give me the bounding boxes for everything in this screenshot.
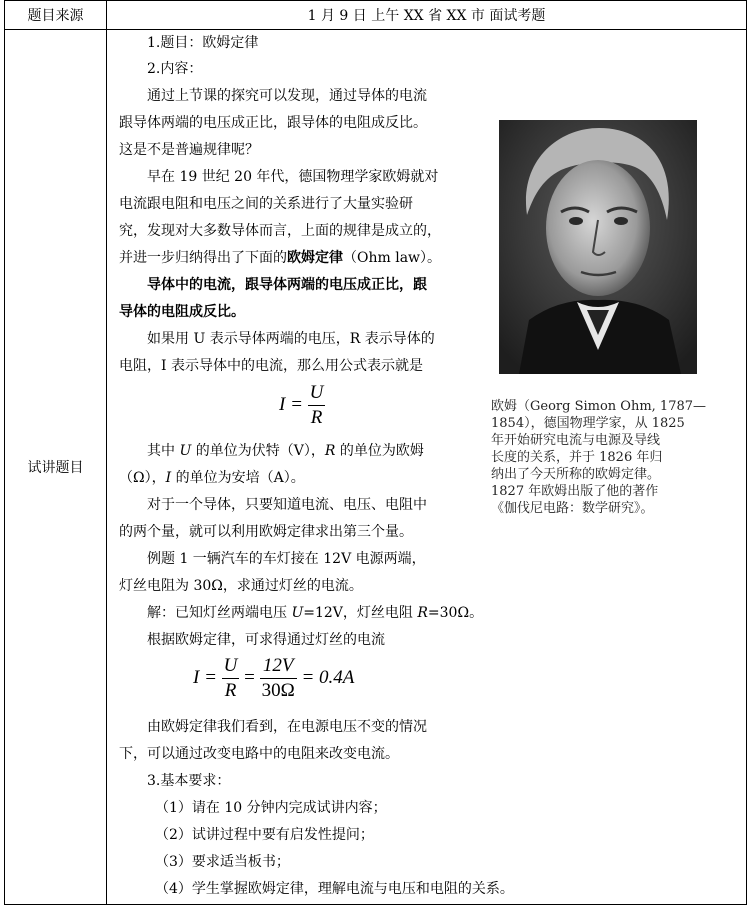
requirement-2: （2）试讲过程中要有启发性提问； — [155, 827, 374, 843]
content-cell — [107, 30, 747, 905]
ohm-formula — [279, 382, 325, 429]
solution-line — [147, 604, 483, 622]
p2-line-4 — [119, 249, 441, 267]
portrait-caption — [491, 398, 713, 517]
requirements-heading: 3.基本要求： — [147, 773, 231, 789]
units-line-1 — [147, 442, 424, 460]
requirement-3: （3）要求适当板书； — [155, 854, 290, 870]
topic-line: 1.题目：欧姆定律 — [147, 35, 259, 51]
p5-line-1: 由欧姆定律我们看到，在电源电压不变的情况 — [147, 719, 427, 735]
content-heading: 2.内容： — [147, 61, 203, 77]
law-line-2: 导体的电阻成反比。 — [119, 304, 245, 320]
p1-line-2: 跟导体两端的电压成正比，跟导体的电阻成反比。 — [119, 115, 427, 131]
p3-line-1: 如果用 U 表示导体两端的电压，R 表示导体的 — [147, 331, 435, 347]
solution-text-e: =30Ω。 — [427, 605, 484, 621]
solution-symbol-r: R — [417, 605, 428, 621]
example-line-2: 灯丝电阻为 30Ω，求通过灯丝的电流。 — [119, 578, 363, 594]
caption-line-3: 年开始研究电流与电源及导线 — [491, 433, 661, 448]
caption-line-5: 纳出了今天所称的欧姆定律。 — [491, 467, 661, 482]
source-value: 1 月 9 日 上午 XX 省 XX 市 面试考题 — [107, 1, 747, 30]
p2-line-3: 究，发现对大多数导体而言，上面的规律是成立的， — [119, 223, 441, 239]
caption-line-6: 1827 年欧姆出版了他的著作 — [491, 484, 659, 499]
requirement-4: （4）学生掌握欧姆定律，理解电流与电压和电阻的关系。 — [155, 881, 514, 897]
calc-fraction-2 — [260, 655, 297, 702]
caption-line-1: 欧姆（Georg Simon Ohm, 1787— — [491, 399, 707, 414]
p1-line-1: 通过上节课的探究可以发现，通过导体的电流 — [147, 88, 427, 104]
units-symbol-i: I — [165, 470, 172, 486]
calc-result: = 0.4A — [301, 666, 355, 688]
p2-prefix: 并进一步归纳得出了下面的 — [119, 250, 287, 266]
p2-line-2: 电流跟电阻和电压之间的关系进行了大量实验研 — [119, 196, 413, 212]
units-symbol-u: U — [179, 443, 192, 459]
example-line-1: 例题 1 一辆汽车的车灯接在 12V 电源两端， — [147, 551, 426, 567]
calc-equals: = — [244, 666, 255, 688]
calc-num-2: 12V — [260, 655, 297, 679]
units-text-e: 的单位为欧姆 — [335, 443, 424, 459]
p4-line-2: 的两个量，就可以利用欧姆定律求出第三个量。 — [119, 524, 413, 540]
units-line-2 — [119, 469, 305, 487]
law-line-1: 导体中的电流，跟导体两端的电压成正比，跟 — [147, 277, 427, 293]
caption-line-2: 1854），德国物理学家，从 1825 — [491, 416, 685, 431]
p2-line-1: 早在 19 世纪 20 年代，德国物理学家欧姆就对 — [147, 169, 439, 185]
formula-fraction — [308, 382, 326, 429]
solution-text-a: 解：已知灯丝两端电压 — [147, 605, 292, 621]
calc-den-1: R — [224, 680, 237, 701]
p2-suffix: （Ohm law）。 — [343, 250, 442, 266]
caption-line-4: 长度的关系，并于 1826 年归 — [491, 450, 663, 465]
ohm-law-term: 欧姆定律 — [287, 250, 343, 266]
units-text-h: 的单位为安培（A）。 — [171, 470, 305, 486]
units-text-f: （Ω）， — [119, 470, 166, 486]
section-label: 试讲题目 — [5, 30, 107, 905]
formula-denominator: R — [310, 407, 323, 428]
formula-lhs: I = — [279, 393, 303, 415]
p1-line-3: 这是不是普遍规律呢？ — [119, 142, 259, 158]
calc-formula — [193, 655, 354, 702]
caption-line-7: 《伽伐尼电路：数学研究》。 — [491, 501, 654, 516]
calc-num-1: U — [222, 655, 240, 679]
p5-line-2: 下，可以通过改变电路中的电阻来改变电流。 — [119, 746, 399, 762]
p4-line-1: 对于一个导体，只要知道电流、电压、电阻中 — [147, 497, 427, 513]
requirement-1: （1）请在 10 分钟内完成试讲内容； — [155, 800, 387, 816]
calc-fraction-1 — [222, 655, 240, 702]
solution-text-c: =12V，灯丝电阻 — [303, 605, 418, 621]
units-text-c: 的单位为伏特（V）， — [191, 443, 325, 459]
formula-numerator: U — [308, 382, 326, 406]
derive-line: 根据欧姆定律，可求得通过灯丝的电流 — [147, 632, 385, 648]
calc-den-2: 30Ω — [261, 680, 295, 701]
calc-lhs: I = — [193, 666, 217, 688]
solution-symbol-u: U — [291, 605, 304, 621]
p3-line-2: 电阻，I 表示导体中的电流，那么用公式表示就是 — [119, 358, 423, 374]
units-text-a: 其中 — [147, 443, 180, 459]
ohm-portrait — [499, 120, 697, 374]
units-symbol-r: R — [324, 443, 336, 459]
content-area — [107, 30, 747, 904]
source-label: 题目来源 — [5, 1, 107, 30]
exam-table — [4, 0, 747, 905]
